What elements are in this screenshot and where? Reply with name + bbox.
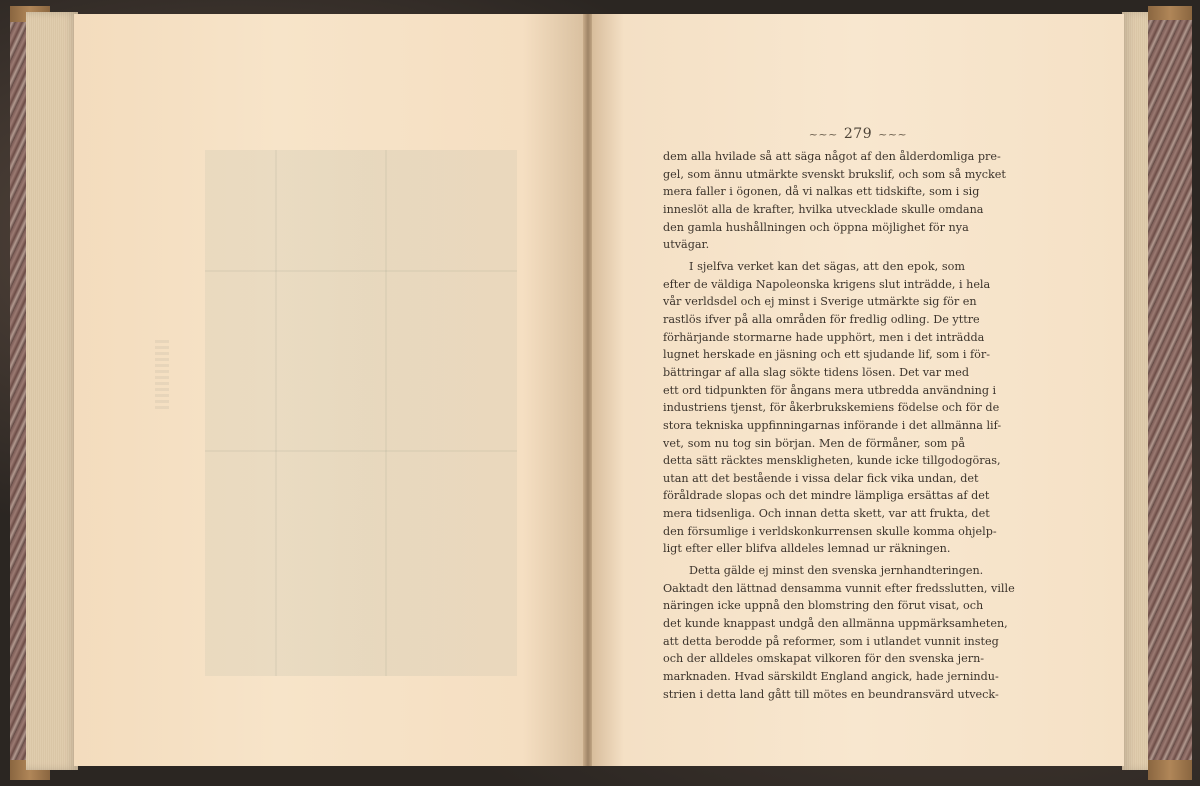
text-line: ett ord tidpunkten för ångans mera utbredda användning i [663, 383, 997, 397]
text-line: marknaden. Hvad särskildt England angick, hade jernindu- [663, 670, 999, 684]
plate-caption-bleed-through [155, 340, 169, 410]
body-text [663, 148, 1015, 703]
book-cover-right [1148, 6, 1192, 780]
text-line: ligt efter eller blifva alldeles lemnad ur räkningen. [663, 542, 951, 556]
text-line: industriens tjenst, för åkerbrukskemiens födelse och för de [663, 401, 1000, 415]
text-line: näringen icke uppnå den blomstring den förut visat, och [663, 599, 984, 613]
text-line: förhärjande stormarne hade upphört, men i det inträdda [663, 330, 985, 344]
text-line: strien i detta land gått till mötes en beundransvärd utveck- [663, 687, 999, 701]
page-stack-left [26, 12, 78, 770]
text-line: den gamla hushållningen och öppna möjlighet för nya [663, 220, 969, 234]
page-number [592, 126, 1124, 142]
leather-corner-top-right [1148, 6, 1192, 20]
text-line: den försumlige i verldskonkurrensen skulle komma ohjelp- [663, 524, 997, 538]
text-line: och der alldeles omskapat vilkoren för den svenska jern- [663, 652, 985, 666]
paragraph [663, 148, 1006, 254]
text-line: vet, som nu tog sin början. Men de förmåner, som på [663, 436, 965, 450]
text-line: efter de väldiga Napoleonska krigens slut inträdde, i hela [663, 277, 991, 291]
text-line: Oaktadt den lättnad densamma vunnit efter fredsslutten, ville [663, 581, 1015, 595]
text-line: det kunde knappast undgå den allmänna uppmärksamheten, [663, 617, 1008, 631]
leather-corner-bottom-right [1148, 760, 1192, 780]
text-line: utan att det bestående i vissa delar fick vika undan, det [663, 471, 979, 485]
text-line: föråldrade slopas och det mindre lämpliga ersättas af det [663, 489, 990, 503]
ornament-left: ~~~ [808, 128, 838, 141]
text-line: gel, som ännu utmärkte svenskt brukslif, och som så mycket [663, 167, 1006, 181]
page-number-value: 279 [843, 126, 873, 142]
text-line: bättringar af alla slag sökte tidens lösen. Det var med [663, 365, 970, 379]
paragraph [663, 562, 1015, 703]
text-line: I sjelfva verket kan det sägas, att den epok, som [689, 259, 965, 273]
text-line: vår verldsdel och ej minst i Sverige utmärkte sig för en [663, 295, 977, 309]
text-line: stora tekniska uppfinningarnas införande i det allmänna lif- [663, 418, 1002, 432]
plate-bleed-through [205, 150, 517, 676]
text-line: dem alla hvilade så att säga något af den ålderdomliga pre- [663, 150, 1001, 163]
text-line: mera tidsenliga. Och innan detta skett, var att frukta, det [663, 507, 990, 521]
text-line: inneslöt alla de krafter, hvilka utvecklade skulle omdana [663, 202, 984, 216]
text-line: att detta berodde på reformer, som i utlandet vunnit insteg [663, 634, 999, 648]
text-line: mera faller i ögonen, då vi nalkas ett tidskifte, som i sig [663, 185, 980, 199]
page-stack-right [1122, 12, 1148, 770]
text-line: lugnet herskade en jäsning och ett sjudande lif, som i för- [663, 348, 991, 362]
text-line: rastlös ifver på alla områden för fredlig odling. De yttre [663, 312, 980, 326]
text-line: utvägar. [663, 238, 710, 252]
text-line: detta sätt räcktes menskligheten, kunde icke tillgodogöras, [663, 454, 1001, 468]
text-line: Detta gälde ej minst den svenska jernhandteringen. [689, 564, 984, 578]
ornament-right: ~~~ [878, 128, 908, 141]
paragraph [663, 258, 1002, 558]
